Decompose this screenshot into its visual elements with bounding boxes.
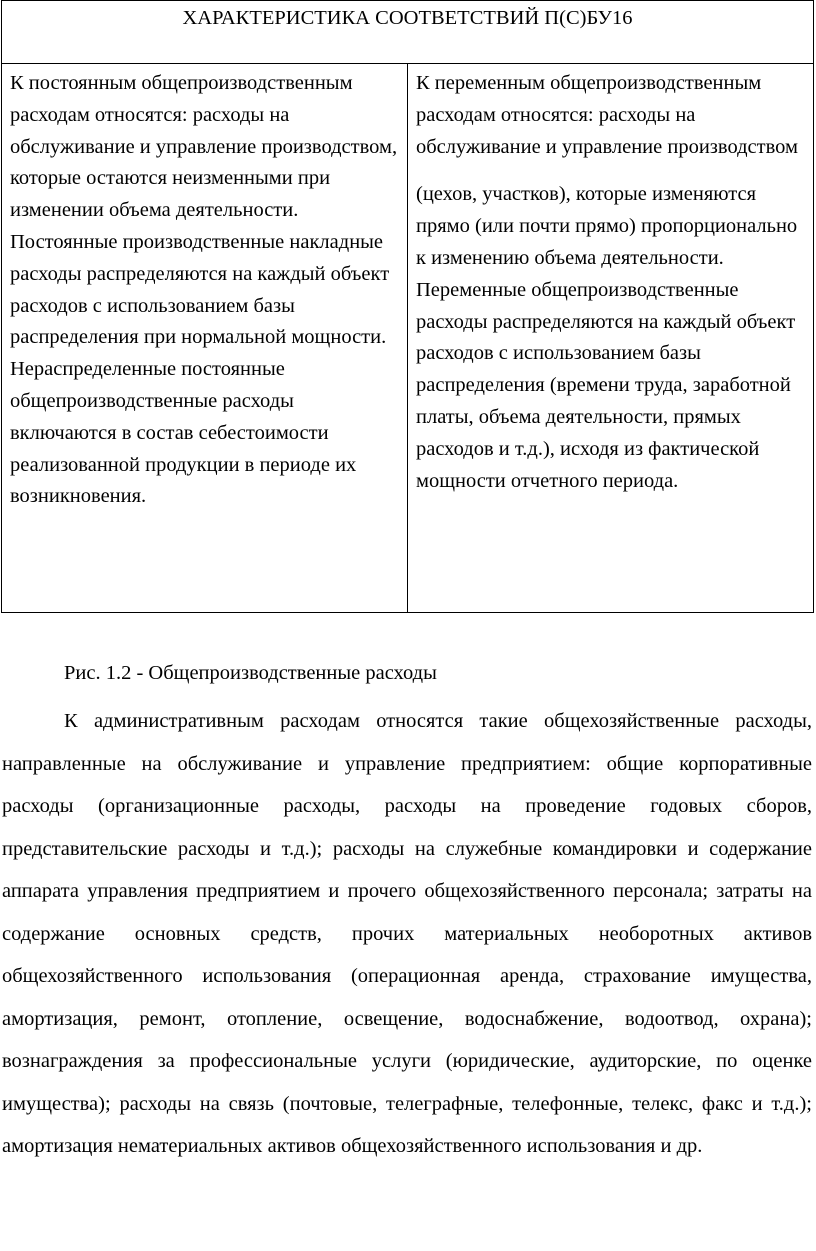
variable-costs-text-part2: (цехов, участков), которые изменяются прямо (или почти прямо) пропорционально к изменению объема деятельности. Переменные общепроизводственные расходы распределяются на каждый объект расходов с использованием базы распределения (времени труда, заработной платы, объема деятельности, прямых расходов и т.д.), исходя из фактической мощности отчетного периода.	[416, 183, 798, 492]
fixed-costs-cell	[2, 64, 408, 613]
variable-costs-text-part1: К переменным общепроизводственным расходам относятся: расходы на обслуживание и управление производством	[416, 72, 798, 158]
figure-caption: Рис. 1.2 - Общепроизводственные расходы	[64, 662, 437, 684]
table-header-row	[2, 1, 814, 64]
body-paragraph: К административным расходам относятся такие общехозяйственные расходы, направленные на обслуживание и управление предприятием: общие корпоративные расходы (организационные расходы, расходы на проведение годовых сборов, представительские расходы и т.д.); расходы на служебные командировки и содержание аппарата управления предприятием и прочего общехозяйственного персонала; затраты на содержание основных средств, прочих материальных необоротных активов общехозяйственного использования (операционная аренда, страхование имущества, амортизация, ремонт, отопление, освещение, водоснабжение, водоотвод, охрана); вознаграждения за профессиональные услуги (юридические, аудиторские, по оценке имущества); расходы на связь (почтовые, телеграфные, телефонные, телекс, факс и т.д.); амортизация нематериальных активов общехозяйственного использования и др.	[2, 710, 812, 1157]
table-header: ХАРАКТЕРИСТИКА СООТВЕТСТВИЙ П(С)БУ16	[2, 1, 814, 64]
table-body-row	[2, 64, 814, 613]
variable-costs-cell	[408, 64, 814, 613]
fixed-costs-text: К постоянным общепроизводственным расходам относятся: расходы на обслуживание и управление производством, которые остаются неизменными при изменении объема деятельности. Постоянные производственные накладные расходы распределяются на каждый объект расходов с использованием базы распределения при нормальной мощности. Нераспределенные постоянные общепроизводственные расходы включаются в состав себестоимости реализованной продукции в периоде их возникновения.	[10, 72, 398, 508]
comparison-table	[1, 0, 814, 613]
